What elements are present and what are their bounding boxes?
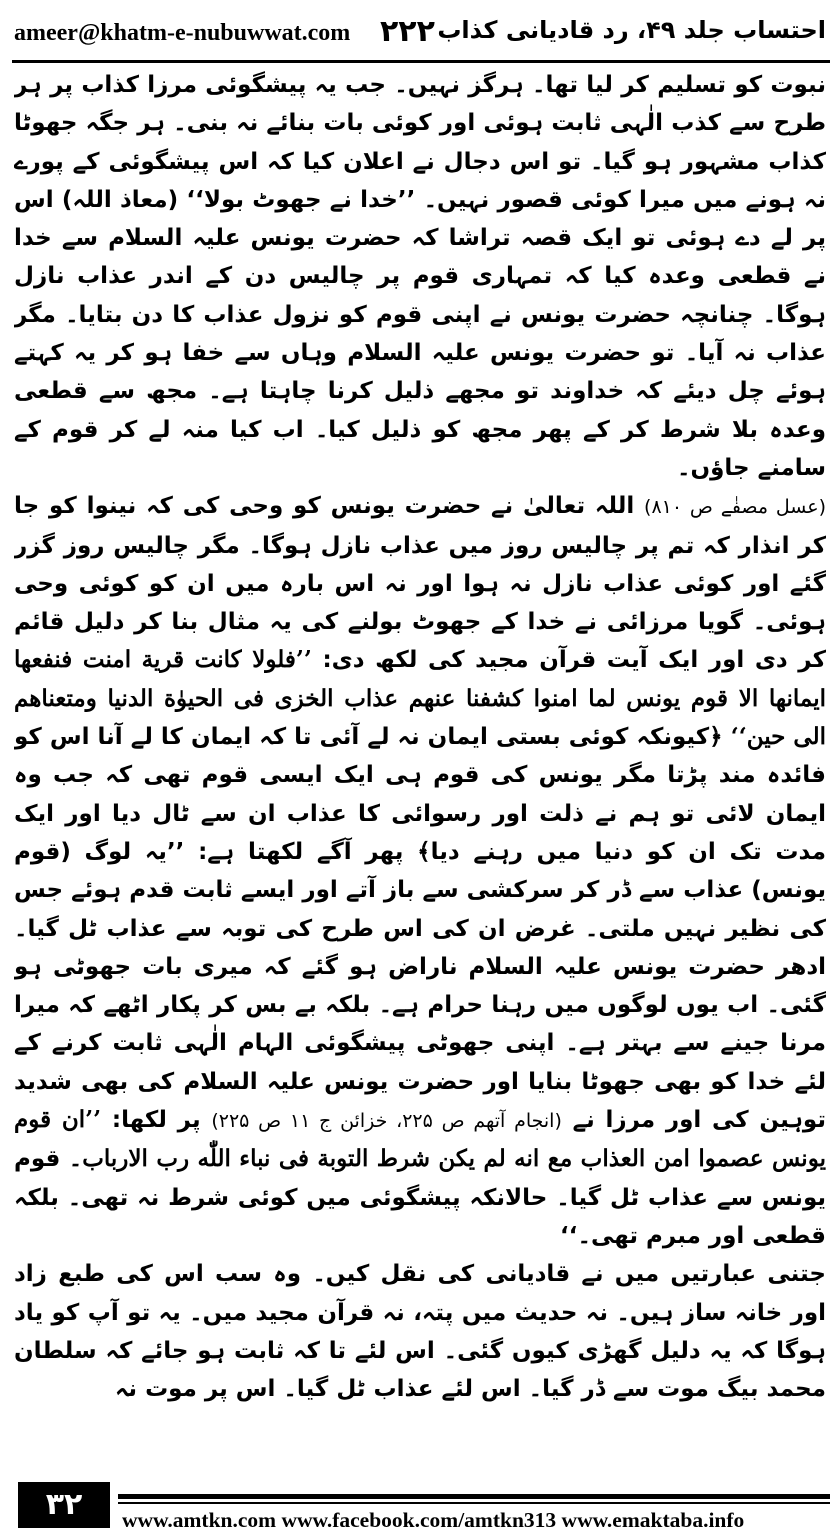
paragraph-2-continued-2: پر لکھا:: [111, 1107, 201, 1134]
footer-divider: [118, 1494, 830, 1499]
page-footer: [0, 1480, 840, 1540]
arabic-quote: ’’ان قوم یونس عصموا امن العذاب مع انه لم یکن شرط التوبة فی نباء اللّٰه رب الارباب۔: [14, 1106, 826, 1173]
page-body: [14, 66, 826, 1472]
reference-1: (عسل مصفٰے ص ۸۱۰): [644, 496, 826, 519]
header-email: ameer@khatm-e-nubuwwat.com: [14, 20, 351, 46]
paragraph-3: جتنی عبارتیں میں نے قادیانی کی نقل کیں۔ وہ سب اس کی طبع زاد اور خانہ ساز ہیں۔ نہ حدیث میں پتہ، نہ قرآن مجید میں۔ یہ تو آپ کو یاد ہوگا کہ یہ دلیل گھڑی کیوں گئی۔ اس لئے تا کہ ثابت ہو جائے کہ سلطان محمد بیگ موت سے ڈر گیا۔ اس لئے عذاب ٹل گیا۔ اس پر موت نہ: [14, 1261, 826, 1403]
footer-page-number: ۳۲: [18, 1482, 110, 1528]
header-page-number: ۲۲۲: [380, 14, 435, 49]
paragraph-2-text: اللہ تعالیٰ نے حضرت یونس کو وحی کی کہ نینوا کو جا کر انذار کہ تم پر چالیس روز میں عذاب نازل ہوگا۔ مگر چالیس روز گزر گئے اور کوئی عذاب نازل نہ ہوا اور نہ اس بارہ میں ان کو کوئی وحی ہوئی۔ گویا مرزائی نے خدا کے جھوٹ بولنے کی یہ مثال بنا کر دلیل قائم کر دی اور ایک آیت قرآن مجید کی لکھ دی:: [14, 493, 826, 674]
header-divider: [12, 60, 830, 63]
paragraph-2-end: قوم یونس سے عذاب ٹل گیا۔ حالانکہ پیشگوئی میں کوئی شرط نہ تھی۔ بلکہ قطعی اور مبرم تھی۔‘‘: [14, 1146, 826, 1249]
quran-verse: ’’فلولا کانت قریة امنت فنفعها ایمانها الا قوم یونس لما امنوا کشفنا عنهم عذاب الخزی فی الحیوٰة الدنیا ومتعناهم الی حین‘‘: [14, 646, 826, 751]
reference-2: (انجام آتھم ص ۲۲۵، خزائن ج ۱۱ ص ۲۲۵): [211, 1110, 562, 1133]
footer-divider-thin: [118, 1502, 830, 1504]
header-title: احتساب جلد ۴۹، رد قادیانی کذاب: [437, 16, 826, 44]
paragraph-1: نبوت کو تسلیم کر لیا تھا۔ ہرگز نہیں۔ جب یہ پیشگوئی مرزا کذاب پر ہر طرح سے کذب الٰہی ثابت ہوئی اور کوئی بات بنائے نہ بنی۔ ہر جگہ جھوٹا کذاب مشہور ہو گیا۔ تو اس دجال نے اعلان کیا کہ اس پیشگوئی کے پورے نہ ہونے میں میرا کوئی قصور نہیں۔ ’’خدا نے جھوٹ بولا‘‘ (معاذ اللہ) اس پر لے دے ہوئی تو ایک قصہ تراشا کہ حضرت یونس علیہ السلام سے خدا نے قطعی وعدہ کیا کہ تمہاری قوم پر چالیس دن کے اندر عذاب نازل ہوگا۔ چنانچہ حضرت یونس نے اپنی قوم کو نزول عذاب کا دن بتایا۔ مگر عذاب نہ آیا۔ تو حضرت یونس علیہ السلام وہاں سے خفا ہو کر یہ کہتے ہوئے چل دیئے کہ خداوند تو مجھے ذلیل کرنا چاہتا ہے۔ مجھ سے قطعی وعدہ بلا شرط کر کے پھر مجھ کو ذلیل کیا۔ اب کیا منہ لے کر قوم کے سامنے جاؤں۔: [14, 72, 826, 481]
verse-translation: ﴿کیونکہ کوئی بستی ایمان نہ لے آئی تا کہ ایمان کا لے آنا اس کو فائدہ مند پڑتا مگر یونس کی قوم ہی ایک ایسی قوم تھی کہ جب وہ ایمان لائی تو ہم نے ذلت اور رسوائی کا عذاب ان سے ٹال دیا اور ایک مدت تک ان کو دنیا میں رہنے دیا﴾: [14, 724, 826, 865]
paragraph-2-continued: پھر آگے لکھتا ہے: ’’یہ لوگ (قوم یونس) عذاب سے ڈر کر سرکشی سے باز آتے اور ایسے ثابت قدم ہوئے جس کی نظیر نہیں ملتی۔ غرض ان کی اس طرح کی توبہ سے عذاب ٹل گیا۔ ادھر حضرت یونس علیہ السلام ناراض ہو گئے کہ میری بات جھوٹی ہو گئی۔ اب یوں لوگوں میں رہنا حرام ہے۔ بلکہ بے بس کر پکار اٹھے کہ میرا مرنا جینے سے بہتر ہے۔ اپنی جھوٹی پیشگوئی الہام الٰہی ثابت کرنے کے لئے خدا کو بھی جھوٹا بنایا اور حضرت یونس علیہ السلام کی بھی شدید توہین کی اور مرزا نے: [14, 838, 826, 1134]
paragraph-2: [14, 487, 826, 1255]
page-header: [0, 0, 840, 64]
footer-links: www.amtkn.com www.facebook.com/amtkn313 www.emaktaba.info: [122, 1508, 745, 1532]
